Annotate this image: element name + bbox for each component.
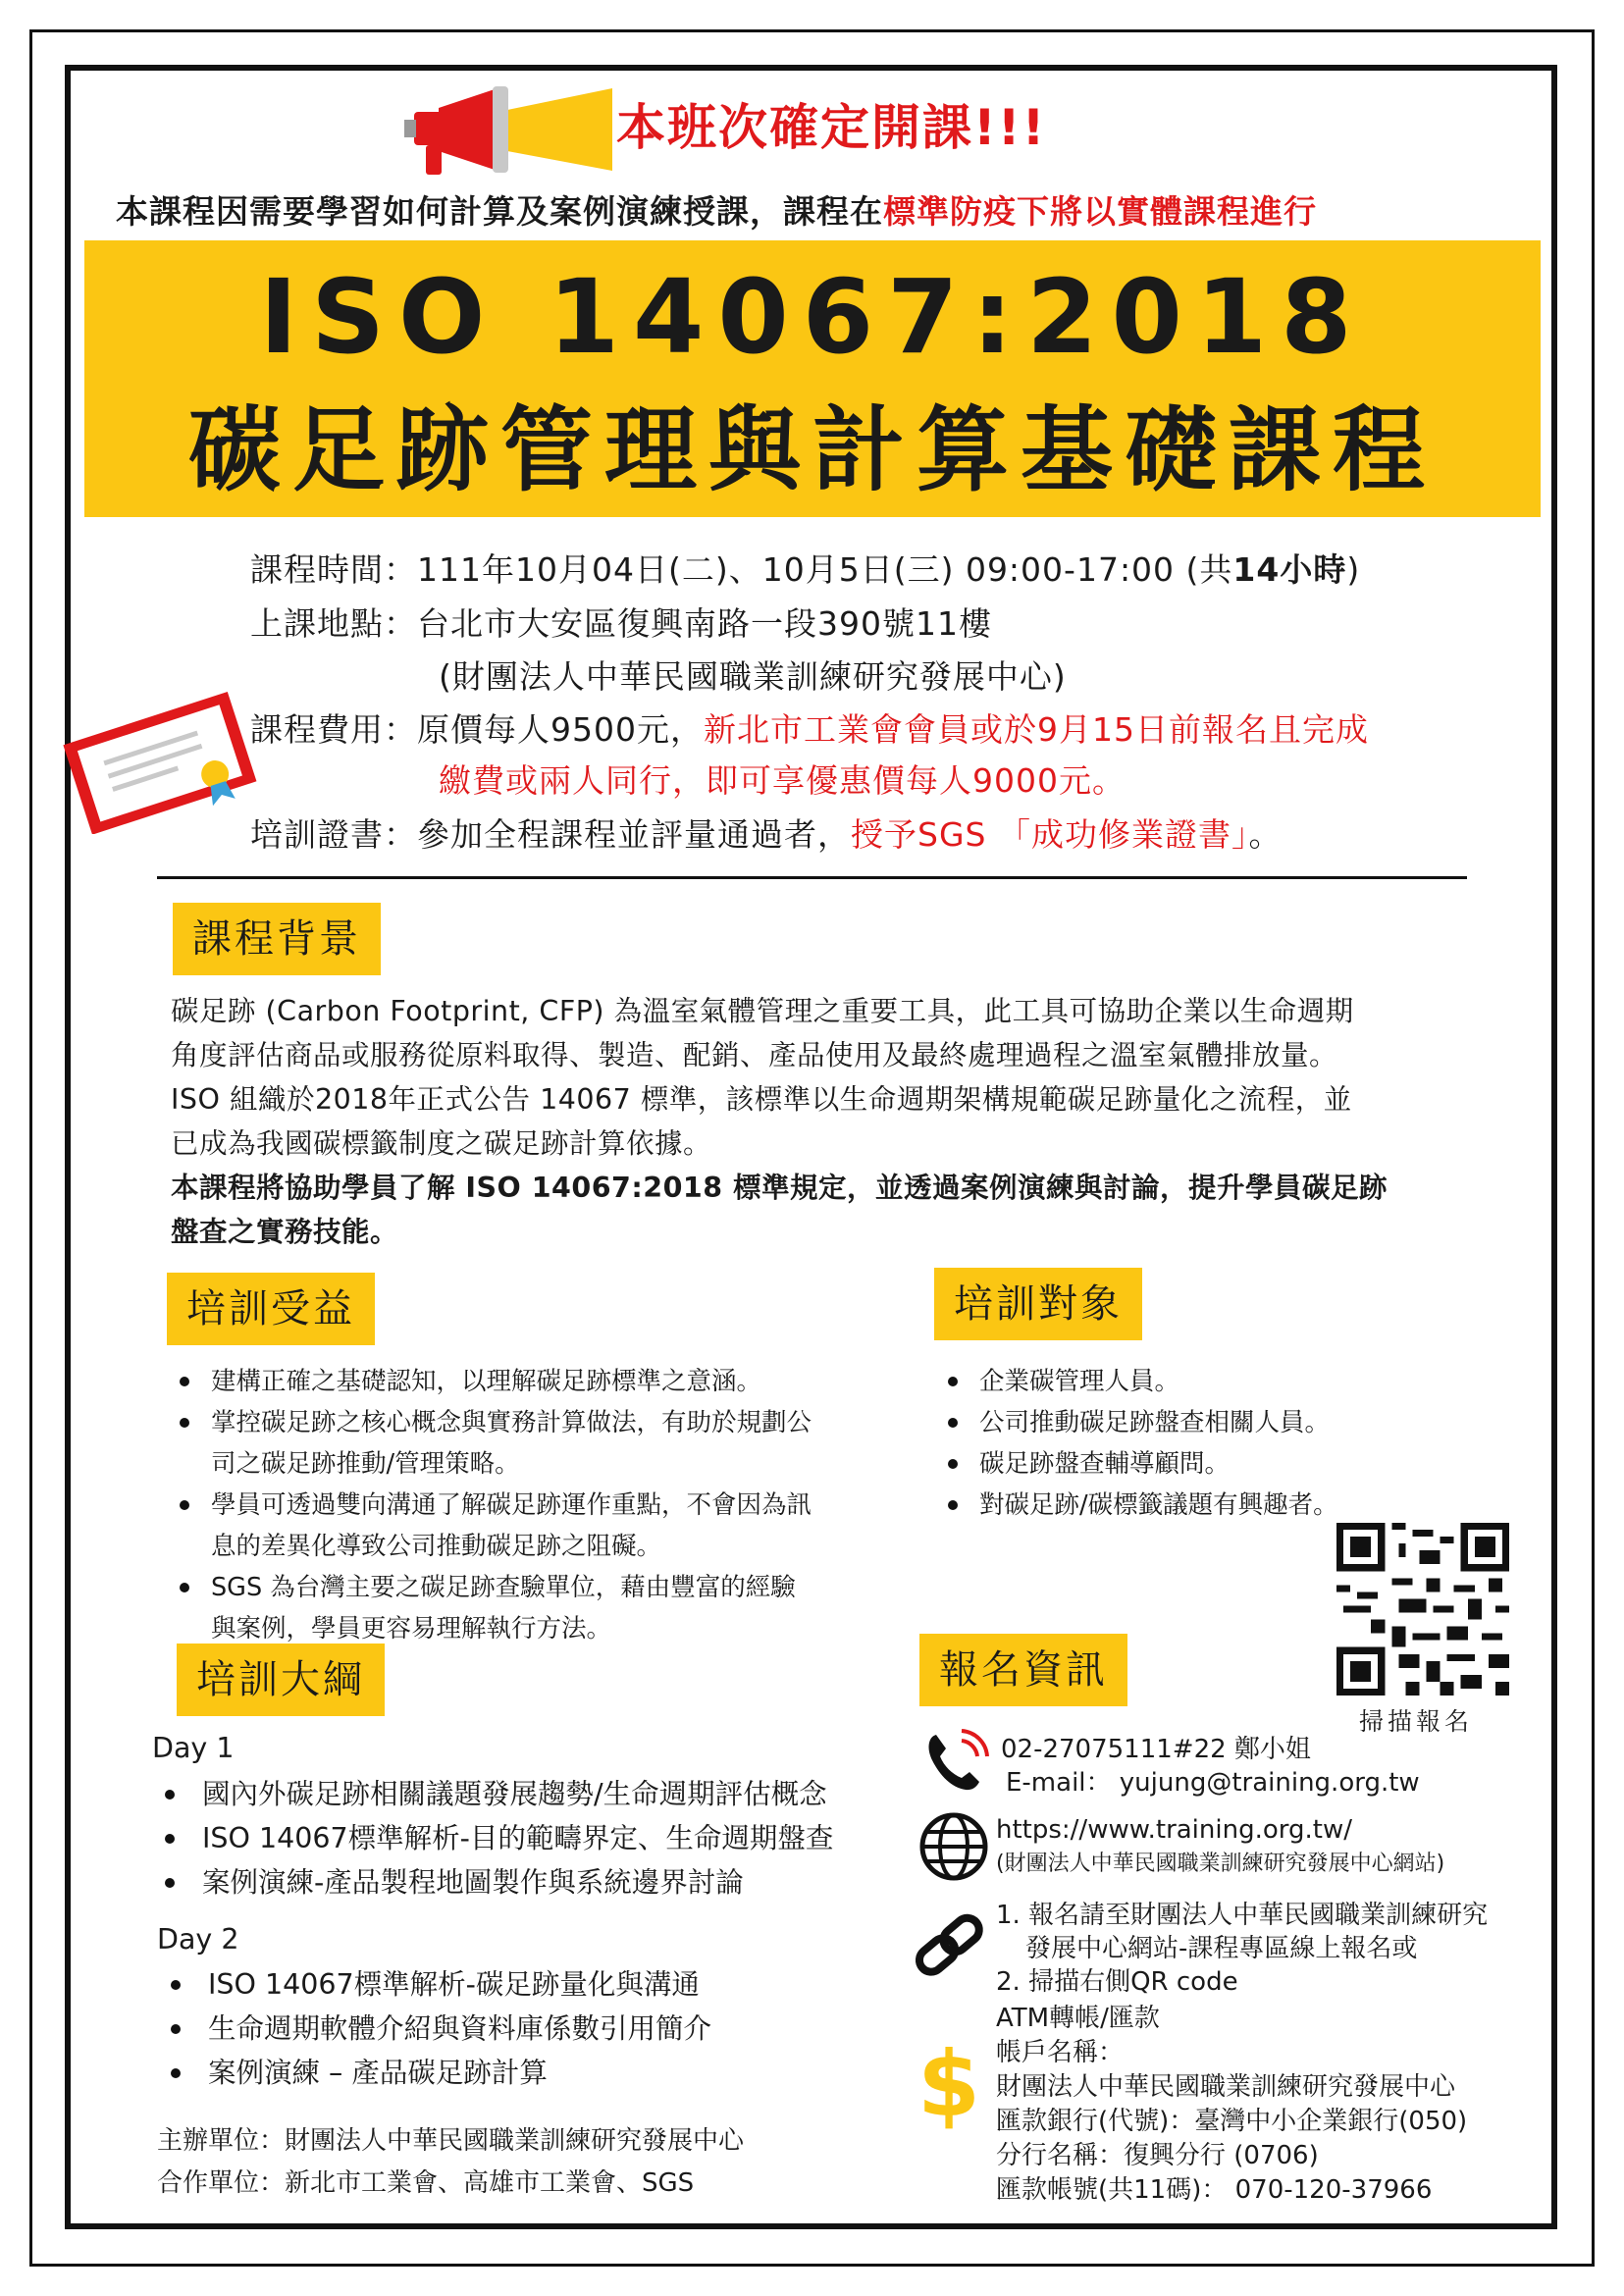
list-item: 生命週期軟體介紹與資料庫係數引用簡介 (163, 2007, 711, 2051)
list-item: 企業碳管理人員。 (940, 1361, 1338, 1402)
benefits-list (172, 1361, 812, 1649)
background-text: 碳足跡 (Carbon Footprint, CFP) 為溫室氣體管理之重要工具，此工具可協助企業以生命週期 角度評估商品或服務從原料取得、製造、配銷、產品使用及最終處理過程之溫室氣體排放量。 ISO 組織於2018年正式公告 14067 標準，該標準以生命週期架構規範碳足跡量化之流程，並 已成為我國碳標籤制度之碳足跡計算依據。 本課程將協助學員了解 ISO 14067:2018 標準規定，並透過案例演練與討論，提升學員碳足跡 盤查之實務技能。 (171, 995, 1388, 1248)
course-location-org: (財團法人中華民國職業訓練研究發展中心) (439, 657, 1067, 696)
section-tag-background: 課程背景 (173, 903, 381, 975)
list-item: 學員可透過雙向溝通了解碳足跡運作重點，不會因為訊 息的差異化導致公司推動碳足跡之阻礙。 (172, 1485, 812, 1567)
registration-step-1-cont: 發展中心網站-課程專區線上報名或 (1025, 1934, 1418, 1963)
list-item: ISO 14067標準解析-碳足跡量化與溝通 (163, 1962, 711, 2007)
megaphone-icon (394, 80, 620, 179)
svg-text:$: $ (917, 2033, 980, 2131)
list-item: 國內外碳足跡相關議題發展趨勢/生命週期評估概念 (157, 1772, 833, 1816)
list-item: ISO 14067標準解析-目的範疇界定、生命週期盤查 (157, 1816, 833, 1860)
list-item: 建構正確之基礎認知，以理解碳足跡標準之意涵。 (172, 1361, 812, 1402)
globe-icon (917, 1810, 990, 1883)
qr-caption: 掃描報名 (1359, 1707, 1474, 1736)
list-item: 公司推動碳足跡盤查相關人員。 (940, 1402, 1338, 1443)
course-title: 碳足跡管理與計算基礎課程 (187, 397, 1437, 504)
email-address[interactable]: E-mail： yujung@training.org.tw (1006, 1768, 1420, 1798)
course-time: 課程時間：111年10月04日(二)、10月5日(三) 09:00-17:00 (共14小時) (250, 550, 1361, 589)
list-item: SGS 為台灣主要之碳足跡查驗單位，藉由豐富的經驗 與案例，學員更容易理解執行方法。 (172, 1567, 812, 1649)
list-item: 案例演練 – 產品碳足跡計算 (163, 2051, 711, 2095)
section-tag-registration: 報名資訊 (919, 1634, 1127, 1706)
list-item: 對碳足跡/碳標籤議題有興趣者。 (940, 1485, 1338, 1526)
section-tag-audience: 培訓對象 (934, 1268, 1142, 1340)
registration-step-1: 1. 報名請至財團法人中華民國職業訓練研究 (996, 1901, 1489, 1930)
link-icon (911, 1911, 989, 1980)
section-tag-outline: 培訓大綱 (177, 1644, 385, 1716)
website-note: (財團法人中華民國職業訓練研究發展中心網站) (996, 1852, 1445, 1876)
payment-info: ATM轉帳/匯款 帳戶名稱： 財團法人中華民國職業訓練研究發展中心 匯款銀行(代號)：臺灣中小企業銀行(050) 分行名稱：復興分行 (0706) 匯款帳號(共11碼)： 070-120-37966 (996, 2004, 1468, 2205)
day1-header: Day 1 (152, 1732, 235, 1764)
list-item: 案例演練-產品製程地圖製作與系統邊界討論 (157, 1860, 833, 1905)
day2-list (163, 1962, 711, 2095)
divider (157, 876, 1467, 879)
registration-step-2: 2. 掃描右側QR code (996, 1967, 1238, 1997)
qr-code[interactable] (1336, 1523, 1509, 1696)
certificate-icon (61, 687, 257, 834)
course-fee: 課程費用：原價每人9500元，新北市工業會會員或於9月15日前報名且完成 (250, 710, 1369, 749)
phone-icon (922, 1727, 991, 1796)
organizer: 主辦單位：財團法人中華民國職業訓練研究發展中心 (157, 2126, 745, 2156)
course-fee-discount: 繳費或兩人同行，即可享優惠價每人9000元。 (439, 761, 1126, 800)
day2-header: Day 2 (157, 1923, 239, 1956)
audience-list (940, 1361, 1338, 1526)
website-link[interactable]: https://www.training.org.tw/ (996, 1815, 1352, 1845)
partners: 合作單位：新北市工業會、高雄市工業會、SGS (157, 2168, 695, 2198)
dollar-icon (917, 2033, 980, 2131)
format-notice: 本課程因需要學習如何計算及案例演練授課，課程在標準防疫下將以實體課程進行 (116, 192, 1317, 231)
list-item: 掌控碳足跡之核心概念與實務計算做法，有助於規劃公 司之碳足跡推動/管理策略。 (172, 1402, 812, 1485)
course-certificate: 培訓證書：參加全程課程並評量通過者，授予SGS 「成功修業證書」。 (250, 815, 1283, 854)
course-location: 上課地點：台北市大安區復興南路一段390號11樓 (250, 604, 992, 643)
phone-number[interactable]: 02-27075111#22 鄭小姐 (1001, 1735, 1311, 1764)
course-confirmed-banner: 本班次確定開課!!! (616, 99, 1047, 156)
day1-list (157, 1772, 833, 1905)
course-title-code: ISO 14067:2018 (259, 257, 1366, 377)
list-item: 碳足跡盤查輔導顧問。 (940, 1443, 1338, 1485)
section-tag-benefits: 培訓受益 (167, 1273, 375, 1345)
